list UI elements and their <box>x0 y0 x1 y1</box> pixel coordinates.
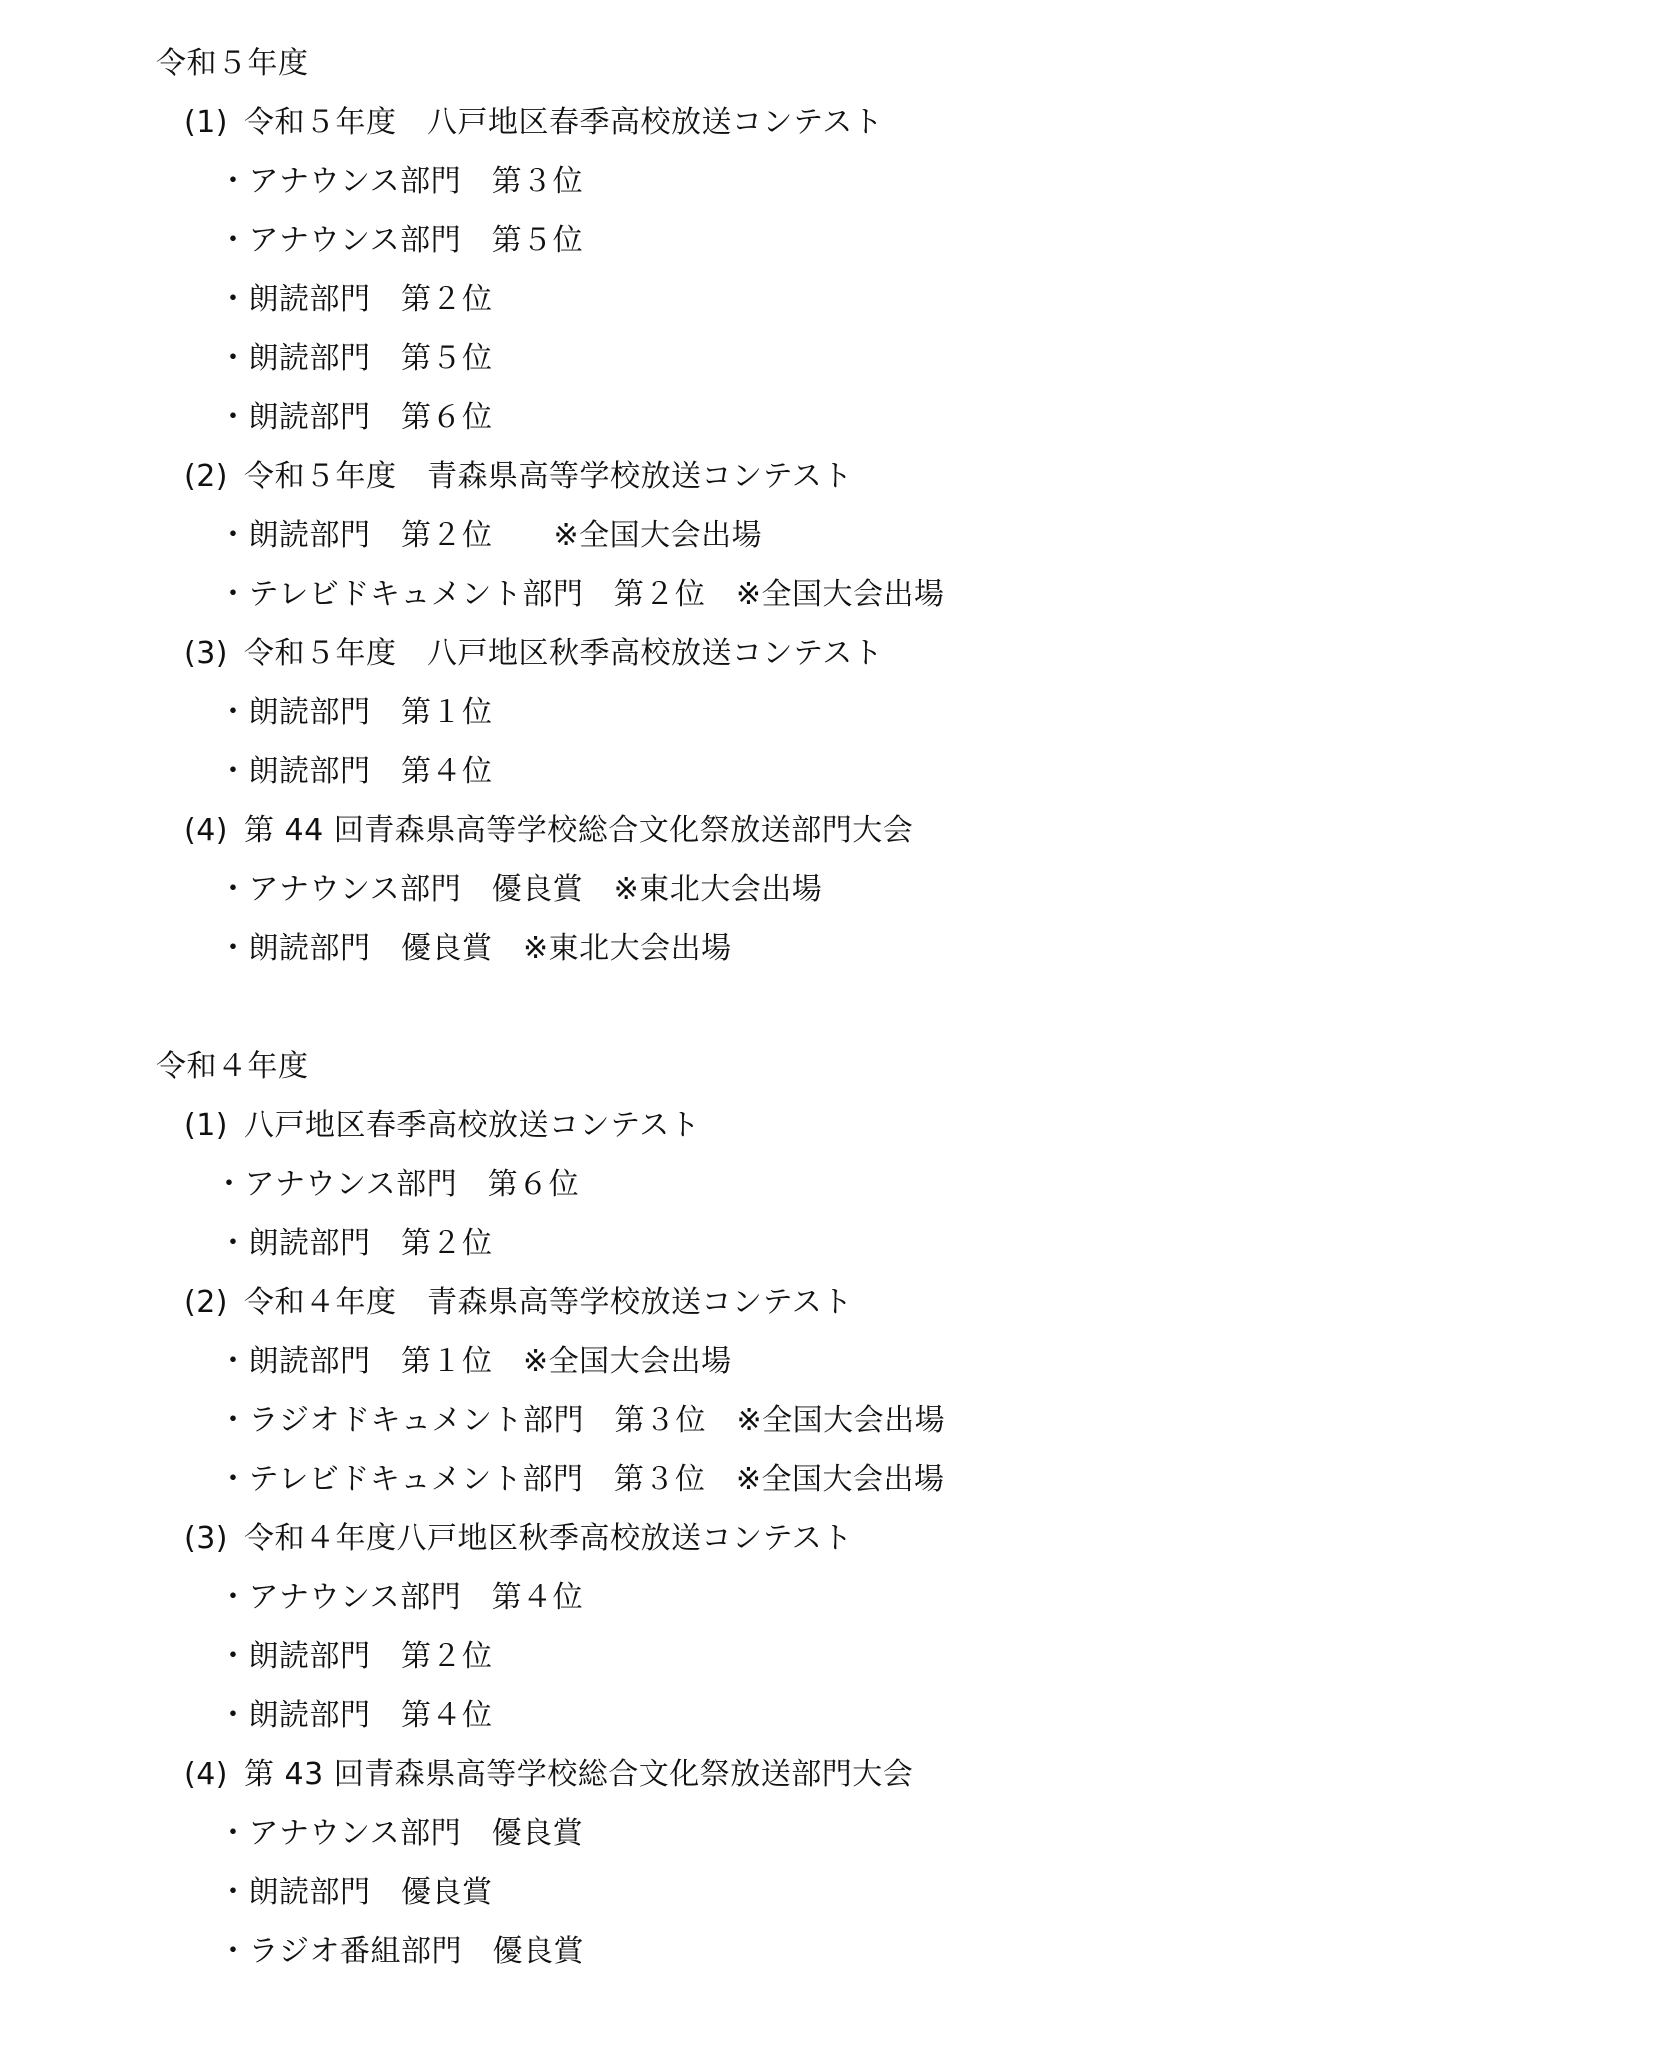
contest-heading <box>184 1283 853 1323</box>
contest-heading <box>184 811 913 851</box>
contest-heading <box>184 1755 913 1795</box>
award-item: ・アナウンス部門 優良賞 <box>218 1816 584 1851</box>
contest-heading <box>184 1106 700 1146</box>
award-item: ・アナウンス部門 第５位 <box>218 223 584 258</box>
award-item: ・朗読部門 第２位 ※全国大会出場 <box>218 518 763 553</box>
award-item: ・アナウンス部門 第３位 <box>218 164 584 199</box>
award-item: ・朗読部門 第２位 <box>218 1639 493 1674</box>
award-item: ・朗読部門 優良賞 ※東北大会出場 <box>218 931 732 966</box>
contest-title: 令和４年度八戸地区秋季高校放送コンテスト <box>244 1521 853 1556</box>
award-item: ・朗読部門 第２位 <box>218 1226 493 1261</box>
award-item: ・ラジオドキュメント部門 第３位 ※全国大会出場 <box>218 1403 946 1438</box>
contest-number: (3) <box>184 1521 228 1556</box>
award-item: ・朗読部門 優良賞 <box>218 1875 493 1910</box>
contest-heading <box>184 1519 853 1559</box>
contest-heading <box>184 634 883 674</box>
award-item: ・テレビドキュメント部門 第２位 ※全国大会出場 <box>218 577 945 612</box>
section-year-heading: 令和４年度 <box>156 1049 309 1084</box>
contest-title: 令和５年度 八戸地区春季高校放送コンテスト <box>244 105 884 140</box>
award-item: ・ラジオ番組部門 優良賞 <box>218 1934 584 1969</box>
award-item: ・朗読部門 第１位 <box>218 695 493 730</box>
award-item: ・アナウンス部門 第４位 <box>218 1580 584 1615</box>
contest-title: 令和４年度 青森県高等学校放送コンテスト <box>244 1285 853 1320</box>
award-item: ・アナウンス部門 第６位 <box>214 1167 580 1202</box>
award-item: ・朗読部門 第４位 <box>218 1698 493 1733</box>
contest-heading <box>184 103 883 143</box>
contest-number: (4) <box>184 1757 228 1792</box>
contest-title: 第 44 回青森県高等学校総合文化祭放送部門大会 <box>244 813 914 848</box>
contest-title: 八戸地区春季高校放送コンテスト <box>244 1108 701 1143</box>
award-item: ・アナウンス部門 優良賞 ※東北大会出場 <box>218 872 823 907</box>
award-item: ・朗読部門 第５位 <box>218 341 493 376</box>
contest-number: (4) <box>184 813 228 848</box>
award-item: ・朗読部門 第４位 <box>218 754 493 789</box>
award-item: ・朗読部門 第６位 <box>218 400 493 435</box>
contest-number: (1) <box>184 1108 228 1143</box>
award-item: ・朗読部門 第１位 ※全国大会出場 <box>218 1344 732 1379</box>
contest-title: 令和５年度 青森県高等学校放送コンテスト <box>244 459 853 494</box>
award-item: ・朗読部門 第２位 <box>218 282 493 317</box>
contest-number: (1) <box>184 105 228 140</box>
award-item: ・テレビドキュメント部門 第３位 ※全国大会出場 <box>218 1462 945 1497</box>
contest-number: (2) <box>184 1285 228 1320</box>
contest-number: (3) <box>184 636 228 671</box>
contest-heading <box>184 457 853 497</box>
contest-title: 令和５年度 八戸地区秋季高校放送コンテスト <box>244 636 884 671</box>
contest-number: (2) <box>184 459 228 494</box>
section-year-heading: 令和５年度 <box>156 46 309 81</box>
contest-title: 第 43 回青森県高等学校総合文化祭放送部門大会 <box>244 1757 914 1792</box>
